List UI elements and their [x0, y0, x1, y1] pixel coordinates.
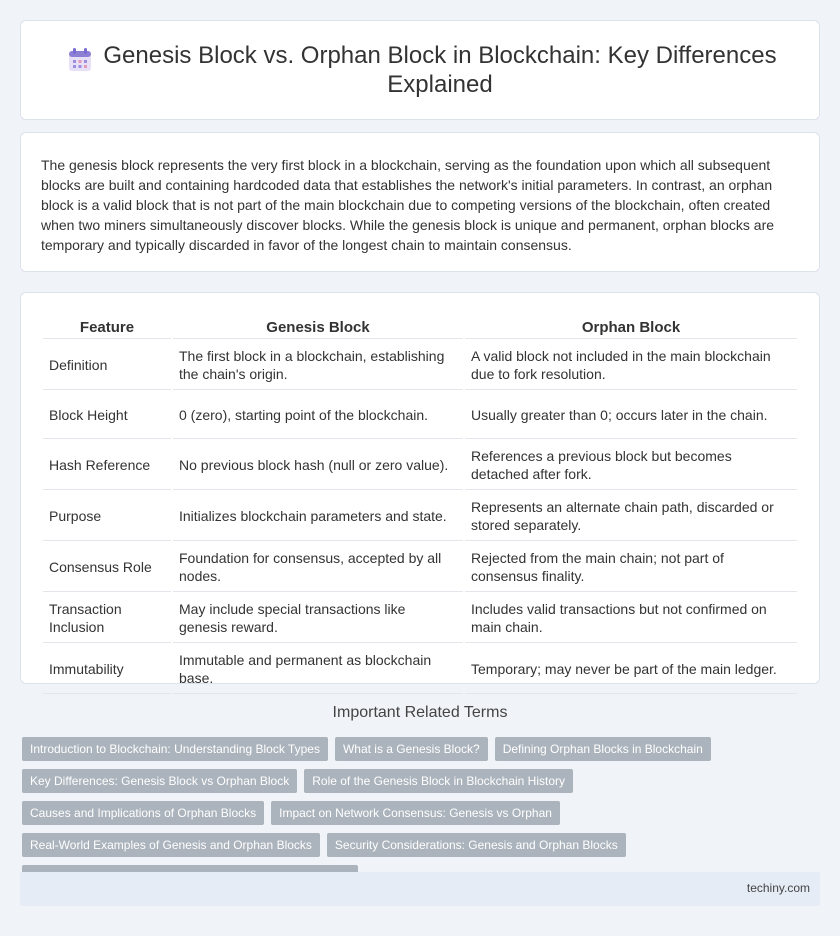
feature-cell: Block Height [43, 392, 171, 439]
genesis-cell: Immutable and permanent as blockchain base. [173, 645, 463, 694]
genesis-cell: Initializes blockchain parameters and state. [173, 492, 463, 541]
comparison-table-card [20, 292, 820, 684]
related-term-link[interactable]: Role of the Genesis Block in Blockchain History [304, 769, 573, 793]
header-card [20, 20, 820, 120]
genesis-cell: The first block in a blockchain, establishing the chain's origin. [173, 341, 463, 390]
genesis-cell: May include special transactions like genesis reward. [173, 594, 463, 643]
orphan-cell: Represents an alternate chain path, discarded or stored separately. [465, 492, 797, 541]
table-row [43, 341, 797, 390]
feature-cell: Consensus Role [43, 543, 171, 592]
related-term-link[interactable]: Defining Orphan Blocks in Blockchain [495, 737, 711, 761]
related-term-link[interactable]: Key Differences: Genesis Block vs Orphan Block [22, 769, 297, 793]
genesis-cell: No previous block hash (null or zero value). [173, 441, 463, 490]
table-row [43, 441, 797, 490]
genesis-cell: 0 (zero), starting point of the blockchain. [173, 392, 463, 439]
related-term-link[interactable]: What is a Genesis Block? [335, 737, 488, 761]
feature-cell: Purpose [43, 492, 171, 541]
orphan-cell: Rejected from the main chain; not part of consensus finality. [465, 543, 797, 592]
related-term-link[interactable]: Introduction to Blockchain: Understanding Block Types [22, 737, 328, 761]
related-term-link[interactable]: Real-World Examples of Genesis and Orphan Blocks [22, 833, 320, 857]
genesis-cell: Foundation for consensus, accepted by all nodes. [173, 543, 463, 592]
table-row [43, 543, 797, 592]
column-header-genesis: Genesis Block [173, 317, 463, 339]
comparison-table [41, 315, 799, 696]
orphan-cell: A valid block not included in the main blockchain due to fork resolution. [465, 341, 797, 390]
intro-paragraph: The genesis block represents the very first block in a blockchain, serving as the foundation upon which all subsequent blocks are built and containing hardcoded data that establishes the network's initial parameters. In contrast, an orphan block is a valid block that is not part of the main blockchain due to competing versions of the blockchain, often created when two miners simultaneously discover blocks. While the genesis block is unique and permanent, orphan blocks are temporary and typically discarded in favor of the longest chain to maintain consensus. [41, 157, 775, 253]
table-row [43, 645, 797, 694]
page-title: Genesis Block vs. Orphan Block in Blockchain: Key Differences Explained [103, 42, 777, 98]
table-header-row [43, 317, 797, 339]
related-terms-heading: Important Related Terms [332, 704, 508, 721]
orphan-cell: Temporary; may never be part of the main ledger. [465, 645, 797, 694]
related-terms-list [22, 737, 822, 889]
orphan-cell: References a previous block but becomes detached after fork. [465, 441, 797, 490]
feature-cell: Transaction Inclusion [43, 594, 171, 643]
related-term-link[interactable]: Causes and Implications of Orphan Blocks [22, 801, 264, 825]
footer-site-link[interactable]: techiny.com [746, 881, 810, 895]
intro-card [20, 132, 820, 272]
feature-cell: Definition [43, 341, 171, 390]
footer-bar [20, 872, 820, 906]
table-row [43, 594, 797, 643]
column-header-feature: Feature [43, 317, 171, 339]
feature-cell: Immutability [43, 645, 171, 694]
orphan-cell: Usually greater than 0; occurs later in the chain. [465, 392, 797, 439]
table-row [43, 492, 797, 541]
orphan-cell: Includes valid transactions but not confirmed on main chain. [465, 594, 797, 643]
table-row [43, 392, 797, 439]
feature-cell: Hash Reference [43, 441, 171, 490]
related-term-link[interactable]: Impact on Network Consensus: Genesis vs Orphan [271, 801, 560, 825]
related-term-link[interactable]: Security Considerations: Genesis and Orphan Blocks [327, 833, 626, 857]
column-header-orphan: Orphan Block [465, 317, 797, 339]
